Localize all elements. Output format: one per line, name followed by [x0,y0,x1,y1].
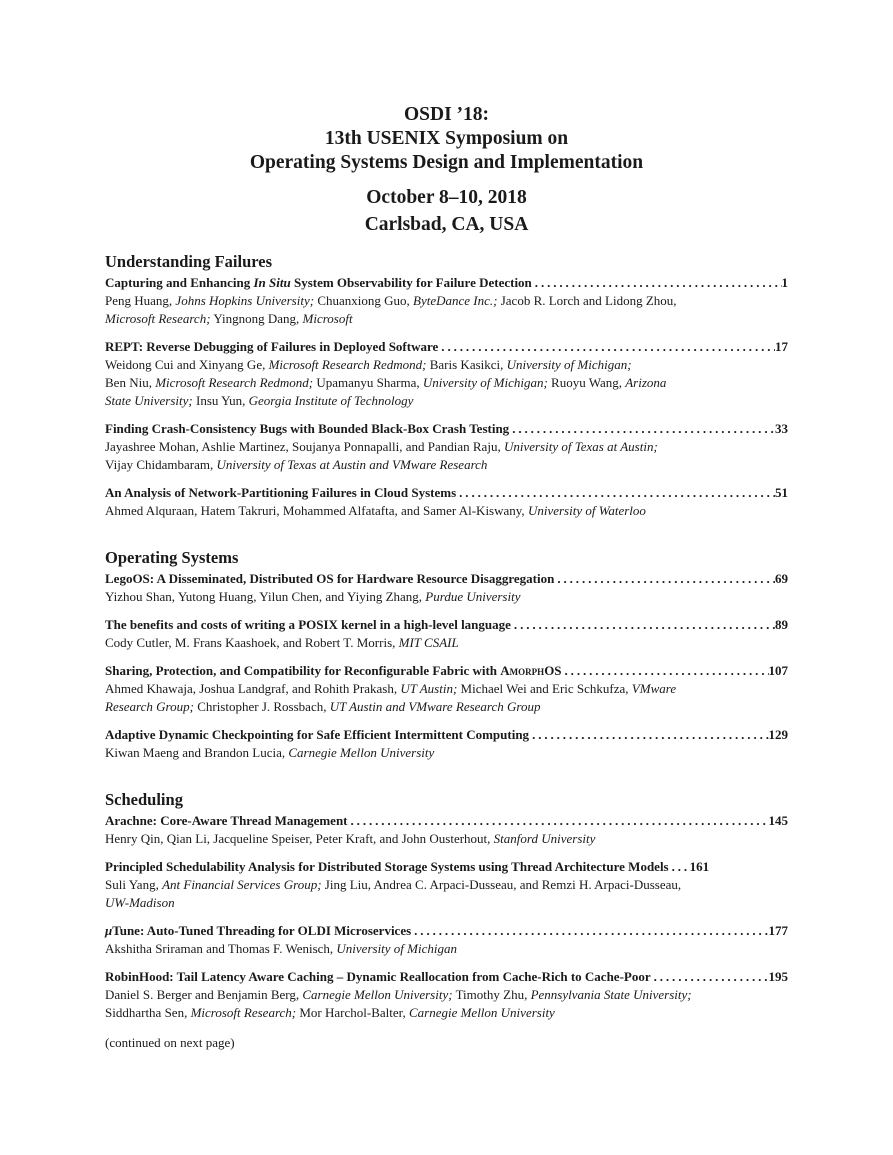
author-affiliation: Microsoft Research; [105,311,211,326]
section-title: Operating Systems [105,548,239,567]
author-names: Ben Niu, [105,375,156,390]
paper-authors [105,292,788,328]
author-names: Siddhartha Sen, [105,1005,191,1020]
paper-title-part: Tune: Auto-Tuned Threading for OLDI Microservices [112,923,412,938]
paper-authors [105,986,788,1022]
author-affiliation: UT Austin and VMware Research Group [329,699,541,714]
conference-location: Carlsbad, CA, USA [364,214,529,235]
toc-entry [105,968,788,1022]
paper-title[interactable]: The benefits and costs of writing a POSIX kernel in a high-level language [105,617,511,632]
paper-title-part: Capturing and Enhancing [105,275,254,290]
page-number: 161 [689,859,710,874]
author-affiliation: UW-Madison [105,895,175,910]
paper-authors [105,634,788,652]
toc-entry [105,274,788,328]
author-names: Chuanxiong Guo, [314,293,414,308]
entry-title-row[interactable] [105,484,788,502]
author-names: Jacob R. Lorch and Lidong Zhou, [497,293,677,308]
conference-date: October 8–10, 2018 [366,187,527,208]
leader-dots [414,922,768,940]
continued-note: (continued on next page) [105,1035,235,1050]
toc-entry [105,616,788,652]
paper-title[interactable] [105,274,532,292]
conference-acronym: OSDI ’18: [403,104,490,125]
author-affiliation: Carnegie Mellon University [288,745,435,760]
section-spacer [105,772,788,790]
author-affiliation: Research Group; [105,699,194,714]
paper-title[interactable]: RobinHood: Tail Latency Aware Caching – Dynamic Reallocation from Cache-Rich to Cache-Poor [105,969,651,984]
paper-authors [105,744,788,762]
toc-page [105,103,788,1032]
toc-entry [105,922,788,958]
author-names: Suli Yang, [105,877,163,892]
page-number: 107 [768,663,788,678]
author-names: Kiwan Maeng and Brandon Lucia, [105,745,289,760]
leader-dots [565,662,769,680]
paper-title[interactable]: Adaptive Dynamic Checkpointing for Safe Efficient Intermittent Computing [105,727,530,742]
author-affiliation: Microsoft Research; [190,1005,297,1020]
paper-authors [105,940,788,958]
entry-title-row[interactable] [105,616,788,634]
author-names: Timothy Zhu, [452,987,531,1002]
paper-title[interactable]: REPT: Reverse Debugging of Failures in Deployed Software [105,339,439,354]
page-number: 89 [775,617,788,632]
toc-section [105,548,788,762]
entry-title-row[interactable] [105,570,788,588]
author-affiliation: University of Michigan; [506,357,632,372]
author-names: Insu Yun, [192,393,249,408]
author-affiliation: Microsoft Research Redmond; [268,357,427,372]
author-affiliation: MIT CSAIL [398,635,459,650]
paper-authors [105,502,788,520]
author-affiliation: Carnegie Mellon University [408,1005,555,1020]
author-affiliation: Microsoft [302,311,353,326]
paper-authors [105,876,788,912]
paper-title-smallcaps: Amorph [500,663,545,678]
author-names: Michael Wei and Eric Schkufza, [457,681,632,696]
paper-title[interactable]: An Analysis of Network-Partitioning Failures in Cloud Systems [105,485,457,500]
author-names: Ahmed Alquraan, Hatem Takruri, Mohammed Alfatafta, and Samer Al-Kiswany, [105,503,528,518]
leader-dots [351,812,769,830]
conference-name-line1: 13th USENIX Symposium on [324,128,569,149]
paper-title[interactable] [105,662,562,680]
page-number: 69 [775,571,788,586]
paper-title[interactable]: LegoOS: A Disseminated, Distributed OS for Hardware Resource Disaggregation [105,571,555,586]
section-spacer [105,530,788,548]
entry-title-row[interactable] [105,858,788,876]
toc-entry [105,338,788,410]
author-names: Weidong Cui and Xinyang Ge, [105,357,269,372]
leader-dots [672,858,690,876]
paper-title-italic: μ [105,923,113,938]
paper-authors [105,588,788,606]
toc-entry [105,726,788,762]
author-affiliation: UT Austin; [400,681,458,696]
toc-entry [105,812,788,848]
author-affiliation: VMware [631,681,677,696]
author-names: Vijay Chidambaram, [105,457,217,472]
author-affiliation: University of Michigan [336,941,457,956]
table-of-contents [105,252,788,1022]
leader-dots [532,726,768,744]
toc-entry [105,484,788,520]
section-title: Understanding Failures [105,252,273,271]
author-names: Cody Cutler, M. Frans Kaashoek, and Robert T. Morris, [105,635,399,650]
page-number: 17 [775,339,788,354]
author-names: Upamanyu Sharma, [313,375,423,390]
page-number: 195 [768,969,788,984]
author-names: Mor Harchol-Balter, [296,1005,409,1020]
paper-authors [105,438,788,474]
section-title: Scheduling [105,790,183,809]
entry-title-row[interactable] [105,662,788,680]
leader-dots [459,484,775,502]
paper-title-italic: In Situ [253,275,291,290]
author-affiliation: Pennsylvania State University; [530,987,692,1002]
author-affiliation: Purdue University [425,589,521,604]
paper-authors [105,680,788,716]
page-number: 129 [768,727,788,742]
paper-title-part: Sharing, Protection, and Compatibility for Reconfigurable Fabric with [105,663,501,678]
author-affiliation: Carnegie Mellon University; [302,987,453,1002]
page-number: 1 [781,275,788,290]
proceedings-header [75,103,818,238]
leader-dots [512,420,775,438]
entry-title-row[interactable] [105,420,788,438]
paper-title[interactable]: Finding Crash-Consistency Bugs with Bounded Black-Box Crash Testing [105,421,510,436]
conference-name-line2: Operating Systems Design and Implementation [249,152,644,173]
paper-title[interactable]: Arachne: Core-Aware Thread Management [105,813,348,828]
toc-entry [105,858,788,912]
toc-entry [105,662,788,716]
page-number: 51 [775,485,788,500]
author-affiliation: State University; [105,393,193,408]
author-names: Yingnong Dang, [210,311,303,326]
author-names: Yizhou Shan, Yutong Huang, Yilun Chen, and Yiying Zhang, [105,589,426,604]
author-names: Ruoyu Wang, [547,375,626,390]
author-affiliation: Stanford University [493,831,596,846]
entry-title-row[interactable] [105,922,788,940]
paper-authors [105,830,788,848]
author-names: Peng Huang, [105,293,176,308]
paper-title-part: System Observability for Failure Detection [290,275,532,290]
author-names: Jayashree Mohan, Ashlie Martinez, Soujanya Ponnapalli, and Pandian Raju, [105,439,504,454]
author-affiliation: Georgia Institute of Technology [248,393,414,408]
page-number: 145 [768,813,788,828]
paper-authors [105,356,788,410]
entry-title-row[interactable] [105,968,788,986]
author-affiliation: Microsoft Research Redmond; [155,375,314,390]
toc-section [105,252,788,520]
author-names: Ahmed Khawaja, Joshua Landgraf, and Rohith Prakash, [105,681,401,696]
paper-title[interactable]: Principled Schedulability Analysis for Distributed Storage Systems using Thread Architecture Models [105,859,669,874]
leader-dots [654,968,769,986]
entry-title-row[interactable] [105,338,788,356]
author-names: Akshitha Sriraman and Thomas F. Wenisch, [105,941,337,956]
toc-entry [105,570,788,606]
toc-section [105,790,788,1022]
leader-dots [557,570,775,588]
entry-title-row[interactable] [105,726,788,744]
paper-title-part: OS [544,663,562,678]
toc-entry [105,420,788,474]
author-affiliation: University of Texas at Austin; [503,439,658,454]
page-number: 177 [768,923,788,938]
entry-title-row[interactable] [105,812,788,830]
author-affiliation: Ant Financial Services Group; [162,877,322,892]
author-affiliation: Arizona [625,375,667,390]
author-names: Jing Liu, Andrea C. Arpaci-Dusseau, and Remzi H. Arpaci-Dusseau, [321,877,682,892]
author-affiliation: Johns Hopkins University; [175,293,315,308]
author-affiliation: University of Michigan; [422,375,548,390]
author-affiliation: ByteDance Inc.; [413,293,498,308]
leader-dots [441,338,775,356]
entry-title-row[interactable] [105,274,788,292]
page-number: 33 [775,421,788,436]
author-affiliation: University of Waterloo [527,503,646,518]
author-names: Christopher J. Rossbach, [193,699,330,714]
author-names: Henry Qin, Qian Li, Jacqueline Speiser, Peter Kraft, and John Ousterhout, [105,831,494,846]
author-names: Baris Kasikci, [426,357,507,372]
author-affiliation: University of Texas at Austin and VMware Research [216,457,488,472]
leader-dots [535,274,782,292]
paper-title[interactable] [105,922,411,940]
leader-dots [514,616,775,634]
author-names: Daniel S. Berger and Benjamin Berg, [105,987,303,1002]
